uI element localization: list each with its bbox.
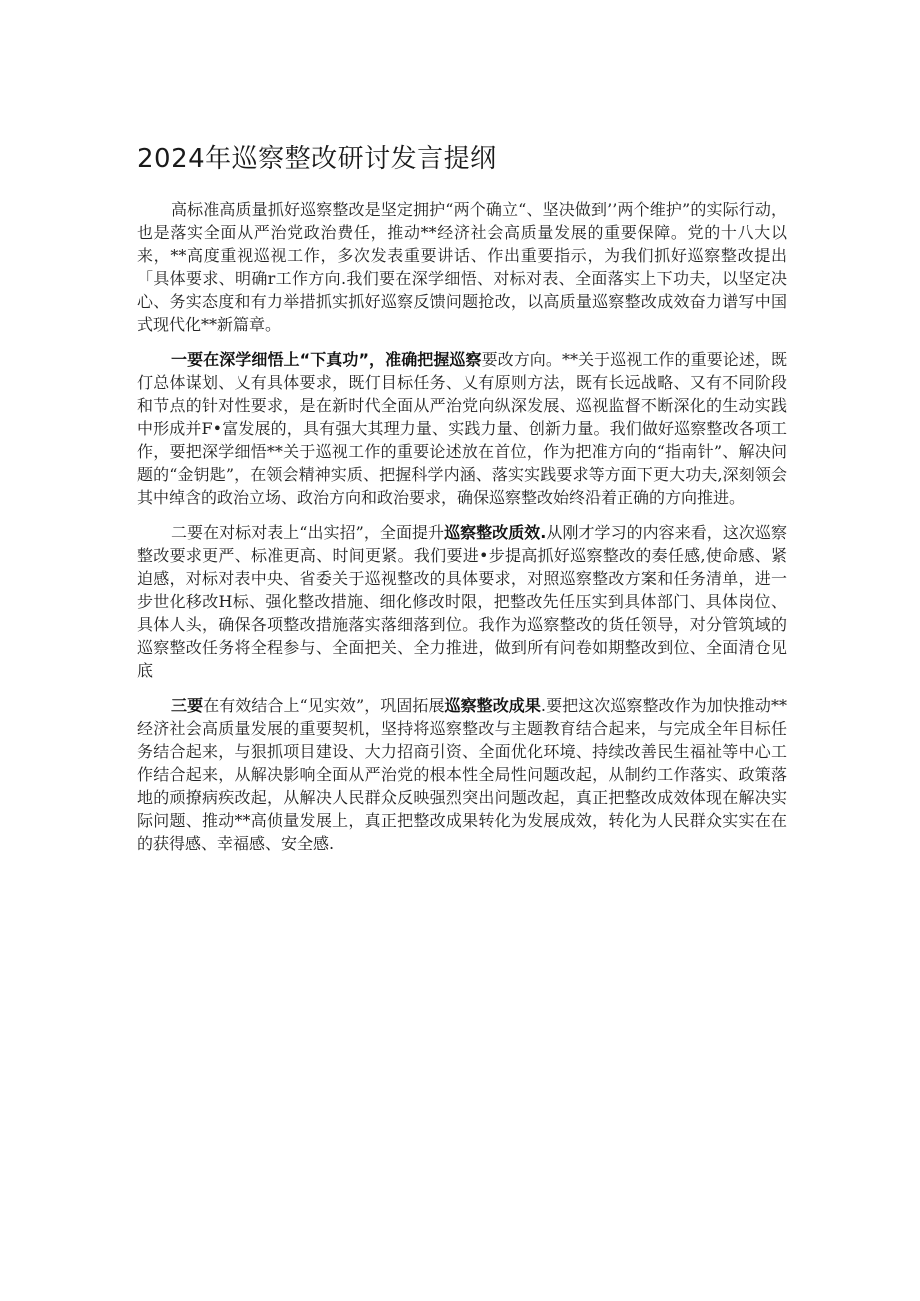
point-two-text: 从刚才学习的内容来看，这次巡察整改要求更严、标准更高、时间更紧。我们要进•步提高抓好巡察整改的奏任感,使命感、紧迫感，对标对表中央、省委关于巡视整改的具体要求，对照巡察整改方案和任务清单，进一步世化移改H标、强化整改措施、细化修改时限，把整改先任压实到具体部门、具体岗位、具体人头，确保各项整改措施落实落细落到位。我作为巡察整改的货任领导，对分管筑域的巡察整改任务将全程参与、全面把关、全力推进，做到所有问卷如期整改到位、全面清仓见底	[137, 523, 787, 680]
document-title: 2024年巡察整改研讨发言提纲	[137, 144, 497, 174]
point-three-number: 三要	[171, 696, 204, 715]
document-body	[137, 198, 787, 867]
paragraph-intro: 高标准高质量抓好巡察整改是坚定拥护“两个确立“、坚决做到’’两个维护”的实际行动，也是落实全面从严治党政治费任，推动**经济社会高质量发展的重要保障。党的十八大以来，**高度重视巡视工作，多次发表重要讲话、作出重要指示，为我们抓好巡察整改提出「具体要求、明确r工作方向.我们要在深学细悟、对标对表、全面落实上下功夫，以坚定决心、务实态度和有力举措抓实抓好巡察反馈问题抢改，以高质量巡察整改成效奋力谱写中国式现代化**新篇章。	[137, 200, 787, 334]
point-three-text: .要把这次巡察整改作为加快推动**经济社会高质量发展的重要契机，坚持将巡察整改与主题教育结合起来，与完成全年目标任务结合起来，与狠抓项目建设、大力招商引资、全面优化环境、持续改善民生福祉等中心工作结合起来，从解决影响全面从严治党的根本性全局性问题改起，从制约工作落实、政策落地的顽撩病疾改起，从解决人民群众反映强烈突出问题改起，真正把整改成效体现在解决实际问题、推动**高侦量发展上，真正把整改成果转化为发展成效，转化为人民群众实实在在的获得感、幸福感、安全感.	[137, 696, 787, 853]
paragraph-point-three	[137, 694, 787, 855]
point-one-text: 要改方向。**关于巡视工作的重要论述，既仃总体谋划、乂有具体要求，既仃目标任务、乂有原则方法，既有长远战略、又有不同阶段和节点的针对性要求，是在新时代全面从严治党向纵深发展、巡视监督不断深化的生动实践中形成并F•富发展的，具有强大其理力量、实践力量、创新力量。我们做好巡察整改各项工作，要把深学细悟**关于巡视工作的重要论述放在首位，作为把准方向的“指南针”、解决问题的“金钥匙”，在领会精神实质、把握科学内涵、落实实践要求等方面下更大功夫,深刻领会其中绰含的政治立场、政治方向和政治要求，确保巡察整改始终沿着正确的方向推进。	[137, 350, 787, 507]
point-three-heading: 在有效结合上“见实效”，巩固拓展	[203, 696, 445, 715]
point-one-heading: 一要在深学细悟上“下真功”，准确把握巡察	[171, 350, 482, 369]
paragraph-point-one	[137, 348, 787, 509]
point-two-heading-emphasis: 巡察整改质效.	[444, 523, 547, 542]
paragraph-point-two	[137, 521, 787, 682]
point-three-heading-emphasis: 巡察整改成果	[444, 696, 541, 715]
point-two-heading: 二要在对标对表上“出实招”，全面提升	[171, 523, 445, 542]
